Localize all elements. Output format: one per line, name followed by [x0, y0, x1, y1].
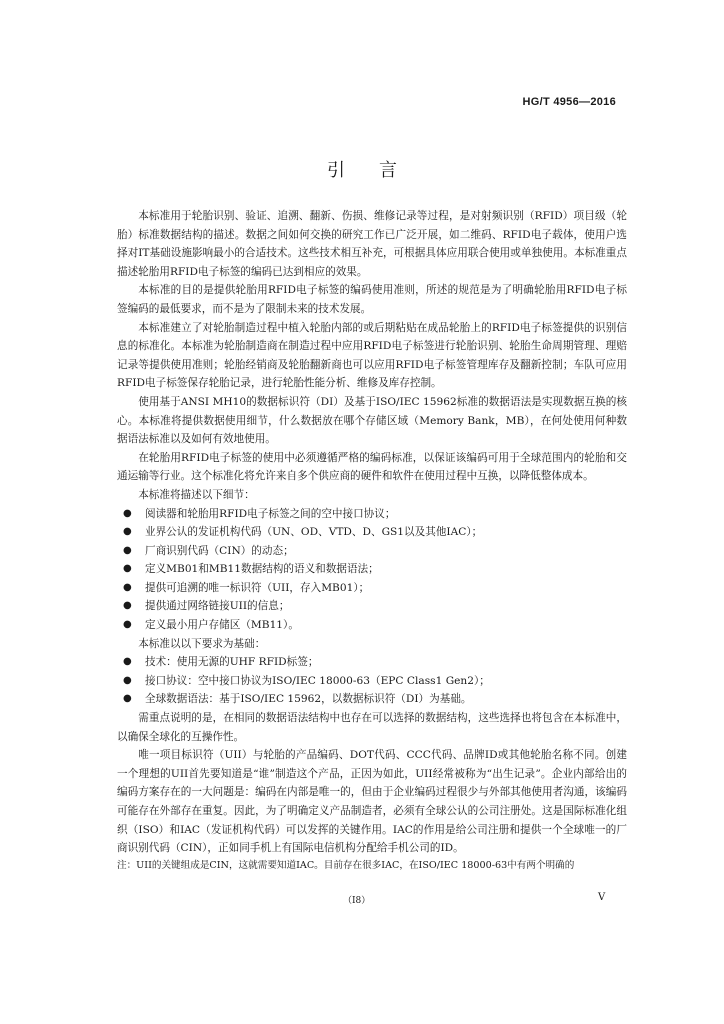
basis-list — [117, 653, 627, 709]
list-item — [117, 672, 627, 691]
bullet-icon: ● — [123, 544, 132, 556]
list-item — [117, 597, 627, 616]
paragraph: 本标准的目的是提供轮胎用RFID电子标签的编码使用准则，所述的规范是为了明确轮胎用RFID电子标签编码的最低要求，而不是为了限制未来的技术发展。 — [117, 284, 627, 315]
list-item-text: 接口协议：空中接口协议为ISO/IEC 18000-63（EPC Class1 Gen2）； — [145, 674, 490, 687]
list-item — [117, 653, 627, 672]
paragraph: 使用基于ANSI MH10的数据标识符（DI）及基于ISO/IEC 15962标准的数据语法是实现数据互换的核心。本标准将提供数据使用细节，什么数据放在哪个存储区域（Memory Bank，MB），在何处使用何种数据语法标准以及如何有效地使用。 — [117, 395, 627, 446]
list-item — [117, 616, 627, 635]
bullet-icon: ● — [123, 656, 132, 668]
list-item — [117, 505, 627, 524]
bullet-icon: ● — [123, 619, 132, 631]
paragraph: 本标准将描述以下细节： — [138, 488, 255, 501]
bullet-icon: ● — [123, 600, 132, 612]
list-item-text: 定义最小用户存储区（MB11）。 — [145, 619, 299, 632]
list-item-text: 厂商识别代码（CIN）的动态； — [145, 544, 294, 557]
paragraph: 唯一项目标识符（UII）与轮胎的产品编码、DOT代码、CCC代码、品牌ID或其他轮胎名称不同。创建一个理想的UII首先要知道是“谁”制造这个产品，正因为如此，UII经常被称为“出生记录”。企业内部给出的编码方案存在的一大问题是：编码在内部是唯一的，但由于企业编码过程很少与外部其他使用者沟通，该编码可能存在外部存在重复。因此，为了明确定义产品制造者，必须有全球公认的公司注册处。这是国际标准化组织（ISO）和IAC（发证机构代码）可以发挥的关键作用。IAC的作用是给公司注册和提供一个全球唯一的厂商识别代码（CIN），正如同手机上有国际电信机构分配给手机公司的ID。 — [117, 749, 627, 855]
list-item-text: 业界公认的发证机构代码（UN、OD、VTD、D、GS1以及其他IAC）； — [145, 526, 483, 539]
list-item-text: 提供通过网络链接UII的信息； — [145, 600, 290, 613]
list-item — [117, 560, 627, 579]
list-item — [117, 542, 627, 561]
list-item-text: 全球数据语法：基于ISO/IEC 15962，以数据标识符（DI）为基础。 — [145, 693, 472, 706]
body-text — [117, 207, 627, 873]
list-item — [117, 523, 627, 542]
bullet-icon: ● — [123, 563, 132, 575]
list-item-text: 提供可追溯的唯一标识符（UII，存入MB01）； — [145, 581, 370, 594]
page-title: 引言 — [327, 160, 431, 181]
page-number: （I8） — [343, 896, 371, 906]
list-item-text: 技术：使用无源的UHF RFID标签； — [145, 656, 319, 669]
list-item-text: 定义MB01和MB11数据结构的语义和数据语法； — [145, 563, 379, 576]
list-item-text: 阅读器和轮胎用RFID电子标签之间的空中接口协议； — [145, 507, 396, 520]
paragraph: 在轮胎用RFID电子标签的使用中必须遵循严格的编码标准，以保证该编码可用于全球范围内的轮胎和交通运输等行业。这个标准化将允许来自多个供应商的硬件和软件在使用过程中互换，以降低整体成本。 — [117, 451, 627, 483]
list-item — [117, 579, 627, 598]
bullet-icon: ● — [123, 693, 132, 705]
details-list — [117, 505, 627, 635]
bullet-icon: ● — [123, 507, 132, 519]
roman-page-number: V — [598, 892, 606, 903]
paragraph: 需重点说明的是，在相同的数据语法结构中也存在可以选择的数据结构，这些选择也将包含在本标准中，以确保全球化的互操作性。 — [117, 712, 627, 743]
bullet-icon: ● — [123, 674, 132, 686]
standard-code: HG/T 4956—2016 — [522, 96, 616, 108]
paragraph: 本标准用于轮胎识别、验证、追溯、翻新、伤损、维修记录等过程，是对射频识别（RFID）项目级（轮胎）标准数据结构的描述。数据之间如何交换的研究工作已广泛开展，如二维码、RFID电子载体，使用户选择对IT基础设施影响最小的合适技术。这些技术相互补充，可根据具体应用联合使用或单独使用。本标准重点描述轮胎用RFID电子标签的编码已达到相应的效果。 — [117, 210, 627, 278]
bullet-icon: ● — [123, 581, 132, 593]
list-item — [117, 690, 627, 709]
bullet-icon: ● — [123, 526, 132, 538]
footnote: 注：UII的关键组成是CIN，这就需要知道IAC。目前存在很多IAC，在ISO/IEC 18000-63中有两个明确的 — [117, 859, 575, 871]
paragraph: 本标准建立了对轮胎制造过程中植入轮胎内部的或后期粘贴在成品轮胎上的RFID电子标签提供的识别信息的标准化。本标准为轮胎制造商在制造过程中应用RFID电子标签进行轮胎识别、轮胎生命周期管理、理赔记录等提供使用准则；轮胎经销商及轮胎翻新商也可以应用RFID电子标签管理库存及翻新控制；车队可应用RFID电子标签保存轮胎记录，进行轮胎性能分析、维修及库存控制。 — [117, 321, 627, 390]
paragraph: 本标准以以下要求为基础： — [138, 637, 266, 650]
